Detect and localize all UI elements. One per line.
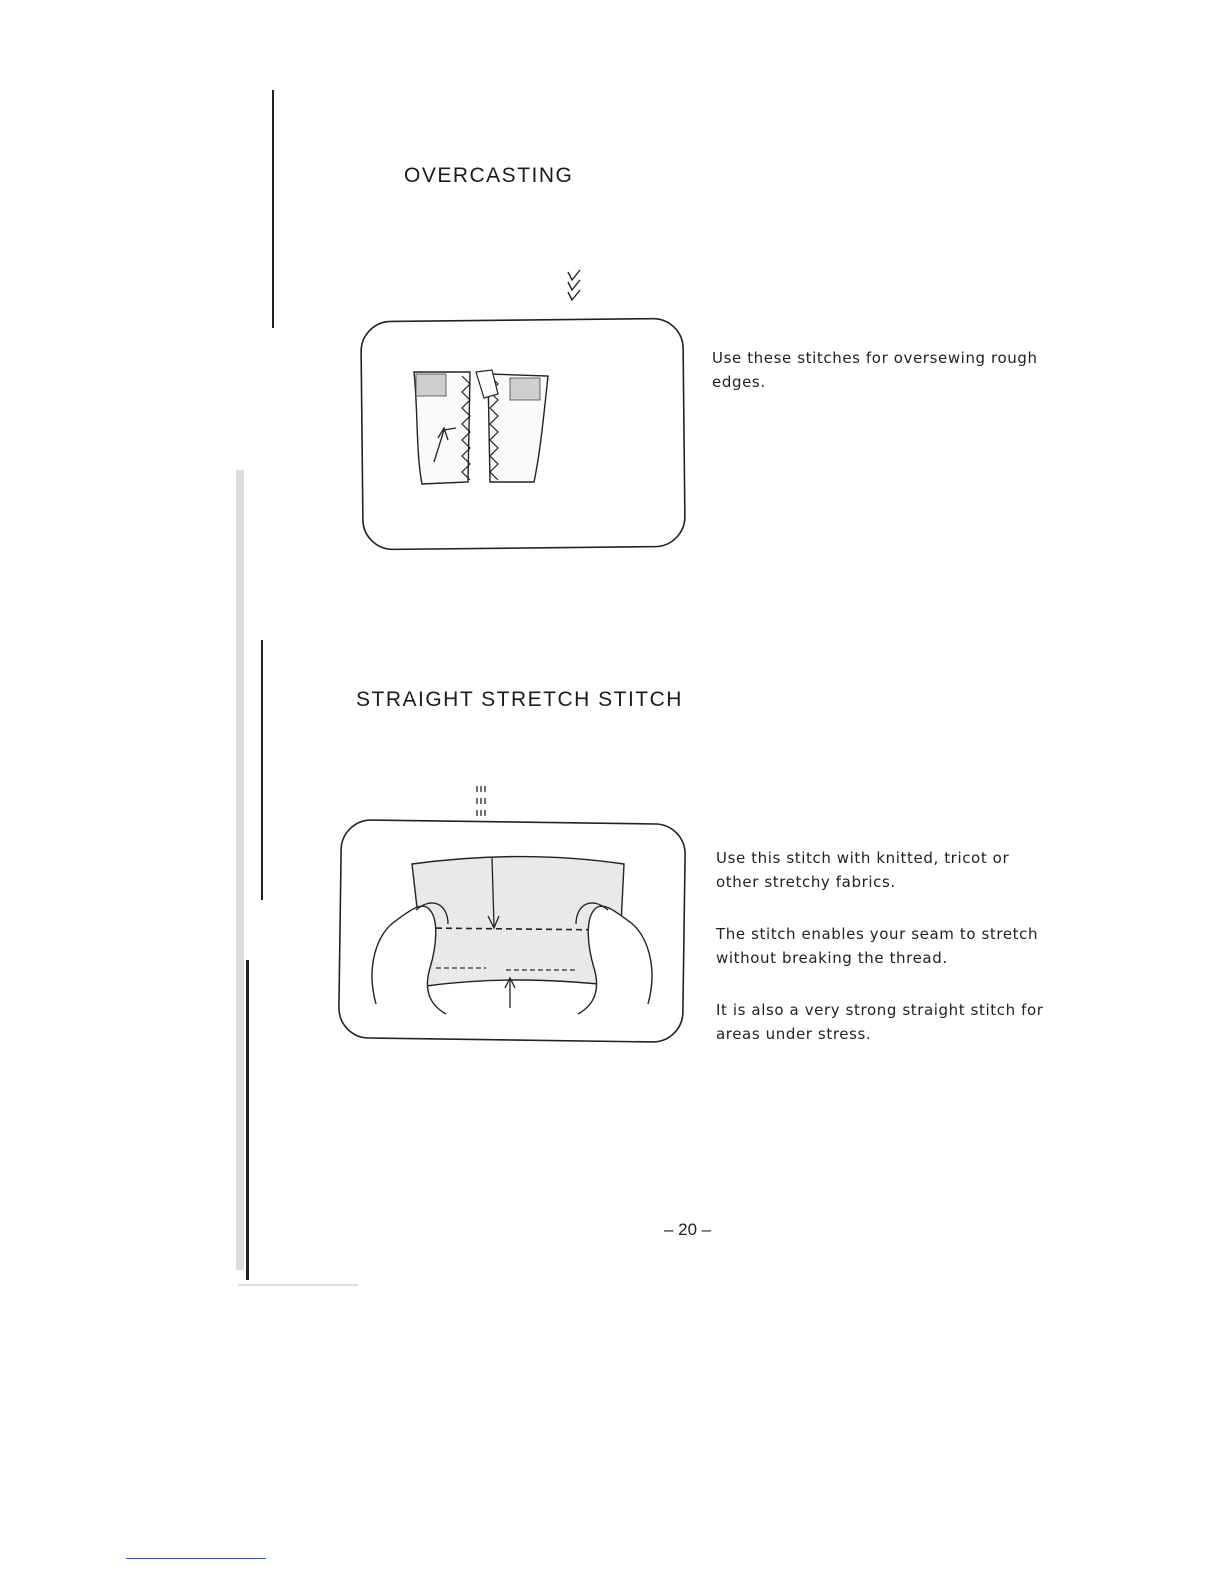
straight-stretch-stitch-description	[716, 846, 1052, 1046]
overcast-stitch-icon	[566, 268, 584, 308]
section-heading-overcasting: OVERCASTING	[404, 164, 574, 187]
page-number: – 20 –	[664, 1220, 712, 1239]
section-heading-straight-stretch-stitch: STRAIGHT STRETCH STITCH	[356, 688, 683, 711]
paragraph: The stitch enables your seam to stretch without breaking the thread.	[716, 925, 1039, 967]
binding-edge-line	[246, 960, 249, 1280]
scan-shadow	[236, 470, 244, 1270]
overcasting-description	[712, 346, 1052, 394]
binding-edge-line	[261, 640, 263, 900]
footer-rule	[126, 1558, 266, 1559]
overcasting-fabric-illustration	[358, 314, 690, 554]
hands-stretching-fabric-illustration	[336, 818, 688, 1046]
binding-edge-line	[272, 90, 274, 328]
scan-shadow	[238, 1284, 358, 1286]
paragraph: Use this stitch with knitted, tricot or other stretchy fabrics.	[716, 849, 1010, 891]
paragraph: It is also a very strong straight stitch for areas under stress.	[716, 1001, 1044, 1043]
paragraph: Use these stitches for oversewing rough edges.	[712, 349, 1038, 391]
straight-stretch-stitch-icon	[474, 784, 490, 820]
